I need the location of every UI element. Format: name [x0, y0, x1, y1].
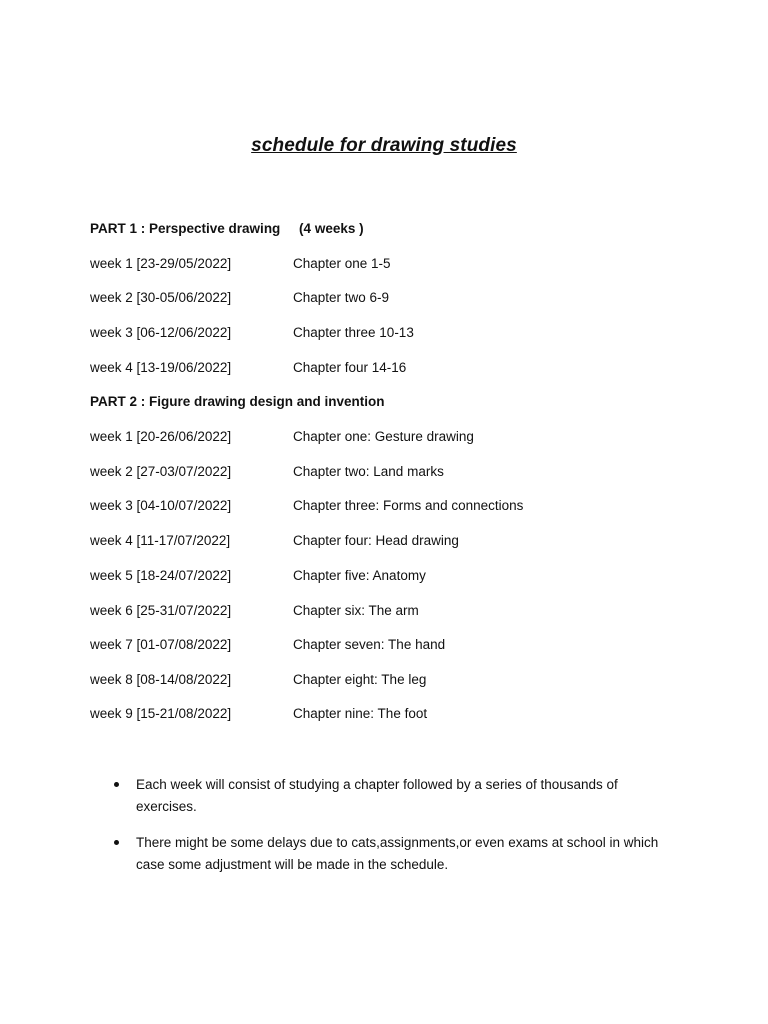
chapter-label: Chapter two: Land marks [293, 464, 444, 479]
chapter-label: Chapter four: Head drawing [293, 533, 459, 548]
week-label: week 3 [06-12/06/2022] [90, 325, 232, 340]
schedule-row [90, 533, 710, 553]
schedule-row [90, 325, 710, 345]
note-item [112, 832, 672, 875]
schedule-row [90, 637, 710, 657]
chapter-label: Chapter one: Gesture drawing [293, 429, 474, 444]
chapter-label: Chapter two 6-9 [293, 290, 390, 305]
bullet-icon [114, 840, 119, 845]
schedule-row [90, 706, 710, 726]
chapter-label: Chapter eight: The leg [293, 672, 427, 687]
chapter-label: Chapter one 1-5 [293, 256, 391, 271]
part2-heading: PART 2 : Figure drawing design and invention [90, 394, 385, 409]
schedule-row [90, 360, 710, 380]
week-label: week 7 [01-07/08/2022] [90, 637, 232, 652]
week-label: week 2 [27-03/07/2022] [90, 464, 232, 479]
week-label: week 4 [13-19/06/2022] [90, 360, 232, 375]
note-item [112, 774, 672, 817]
week-label: week 1 [23-29/05/2022] [90, 256, 232, 271]
chapter-label: Chapter nine: The foot [293, 706, 428, 721]
week-label: week 3 [04-10/07/2022] [90, 498, 232, 513]
chapter-label: Chapter three: Forms and connections [293, 498, 524, 513]
chapter-label: Chapter four 14-16 [293, 360, 407, 375]
week-label: week 8 [08-14/08/2022] [90, 672, 232, 687]
week-label: week 4 [11-17/07/2022] [90, 533, 231, 548]
week-label: week 6 [25-31/07/2022] [90, 603, 232, 618]
part1-heading: PART 1 : Perspective drawing (4 weeks ) [90, 221, 364, 236]
week-label: week 1 [20-26/06/2022] [90, 429, 232, 444]
schedule-row [90, 464, 710, 484]
chapter-label: Chapter five: Anatomy [293, 568, 426, 583]
chapter-label: Chapter six: The arm [293, 603, 419, 618]
week-label: week 5 [18-24/07/2022] [90, 568, 232, 583]
chapter-label: Chapter three 10-13 [293, 325, 414, 340]
week-label: week 9 [15-21/08/2022] [90, 706, 232, 721]
schedule-row [90, 256, 710, 276]
schedule-row [90, 603, 710, 623]
note-text: Each week will consist of studying a chapter followed by a series of thousands of exercises. [136, 777, 618, 814]
week-label: week 2 [30-05/06/2022] [90, 290, 232, 305]
bullet-icon [114, 782, 119, 787]
schedule-row [90, 672, 710, 692]
document-title: schedule for drawing studies [251, 135, 517, 156]
schedule-row [90, 568, 710, 588]
schedule-row [90, 290, 710, 310]
note-text: There might be some delays due to cats,assignments,or even exams at school in which case some adjustment will be made in the schedule. [136, 835, 659, 872]
notes-list [112, 774, 672, 890]
schedule-row [90, 498, 710, 518]
schedule-row [90, 429, 710, 449]
chapter-label: Chapter seven: The hand [293, 637, 446, 652]
